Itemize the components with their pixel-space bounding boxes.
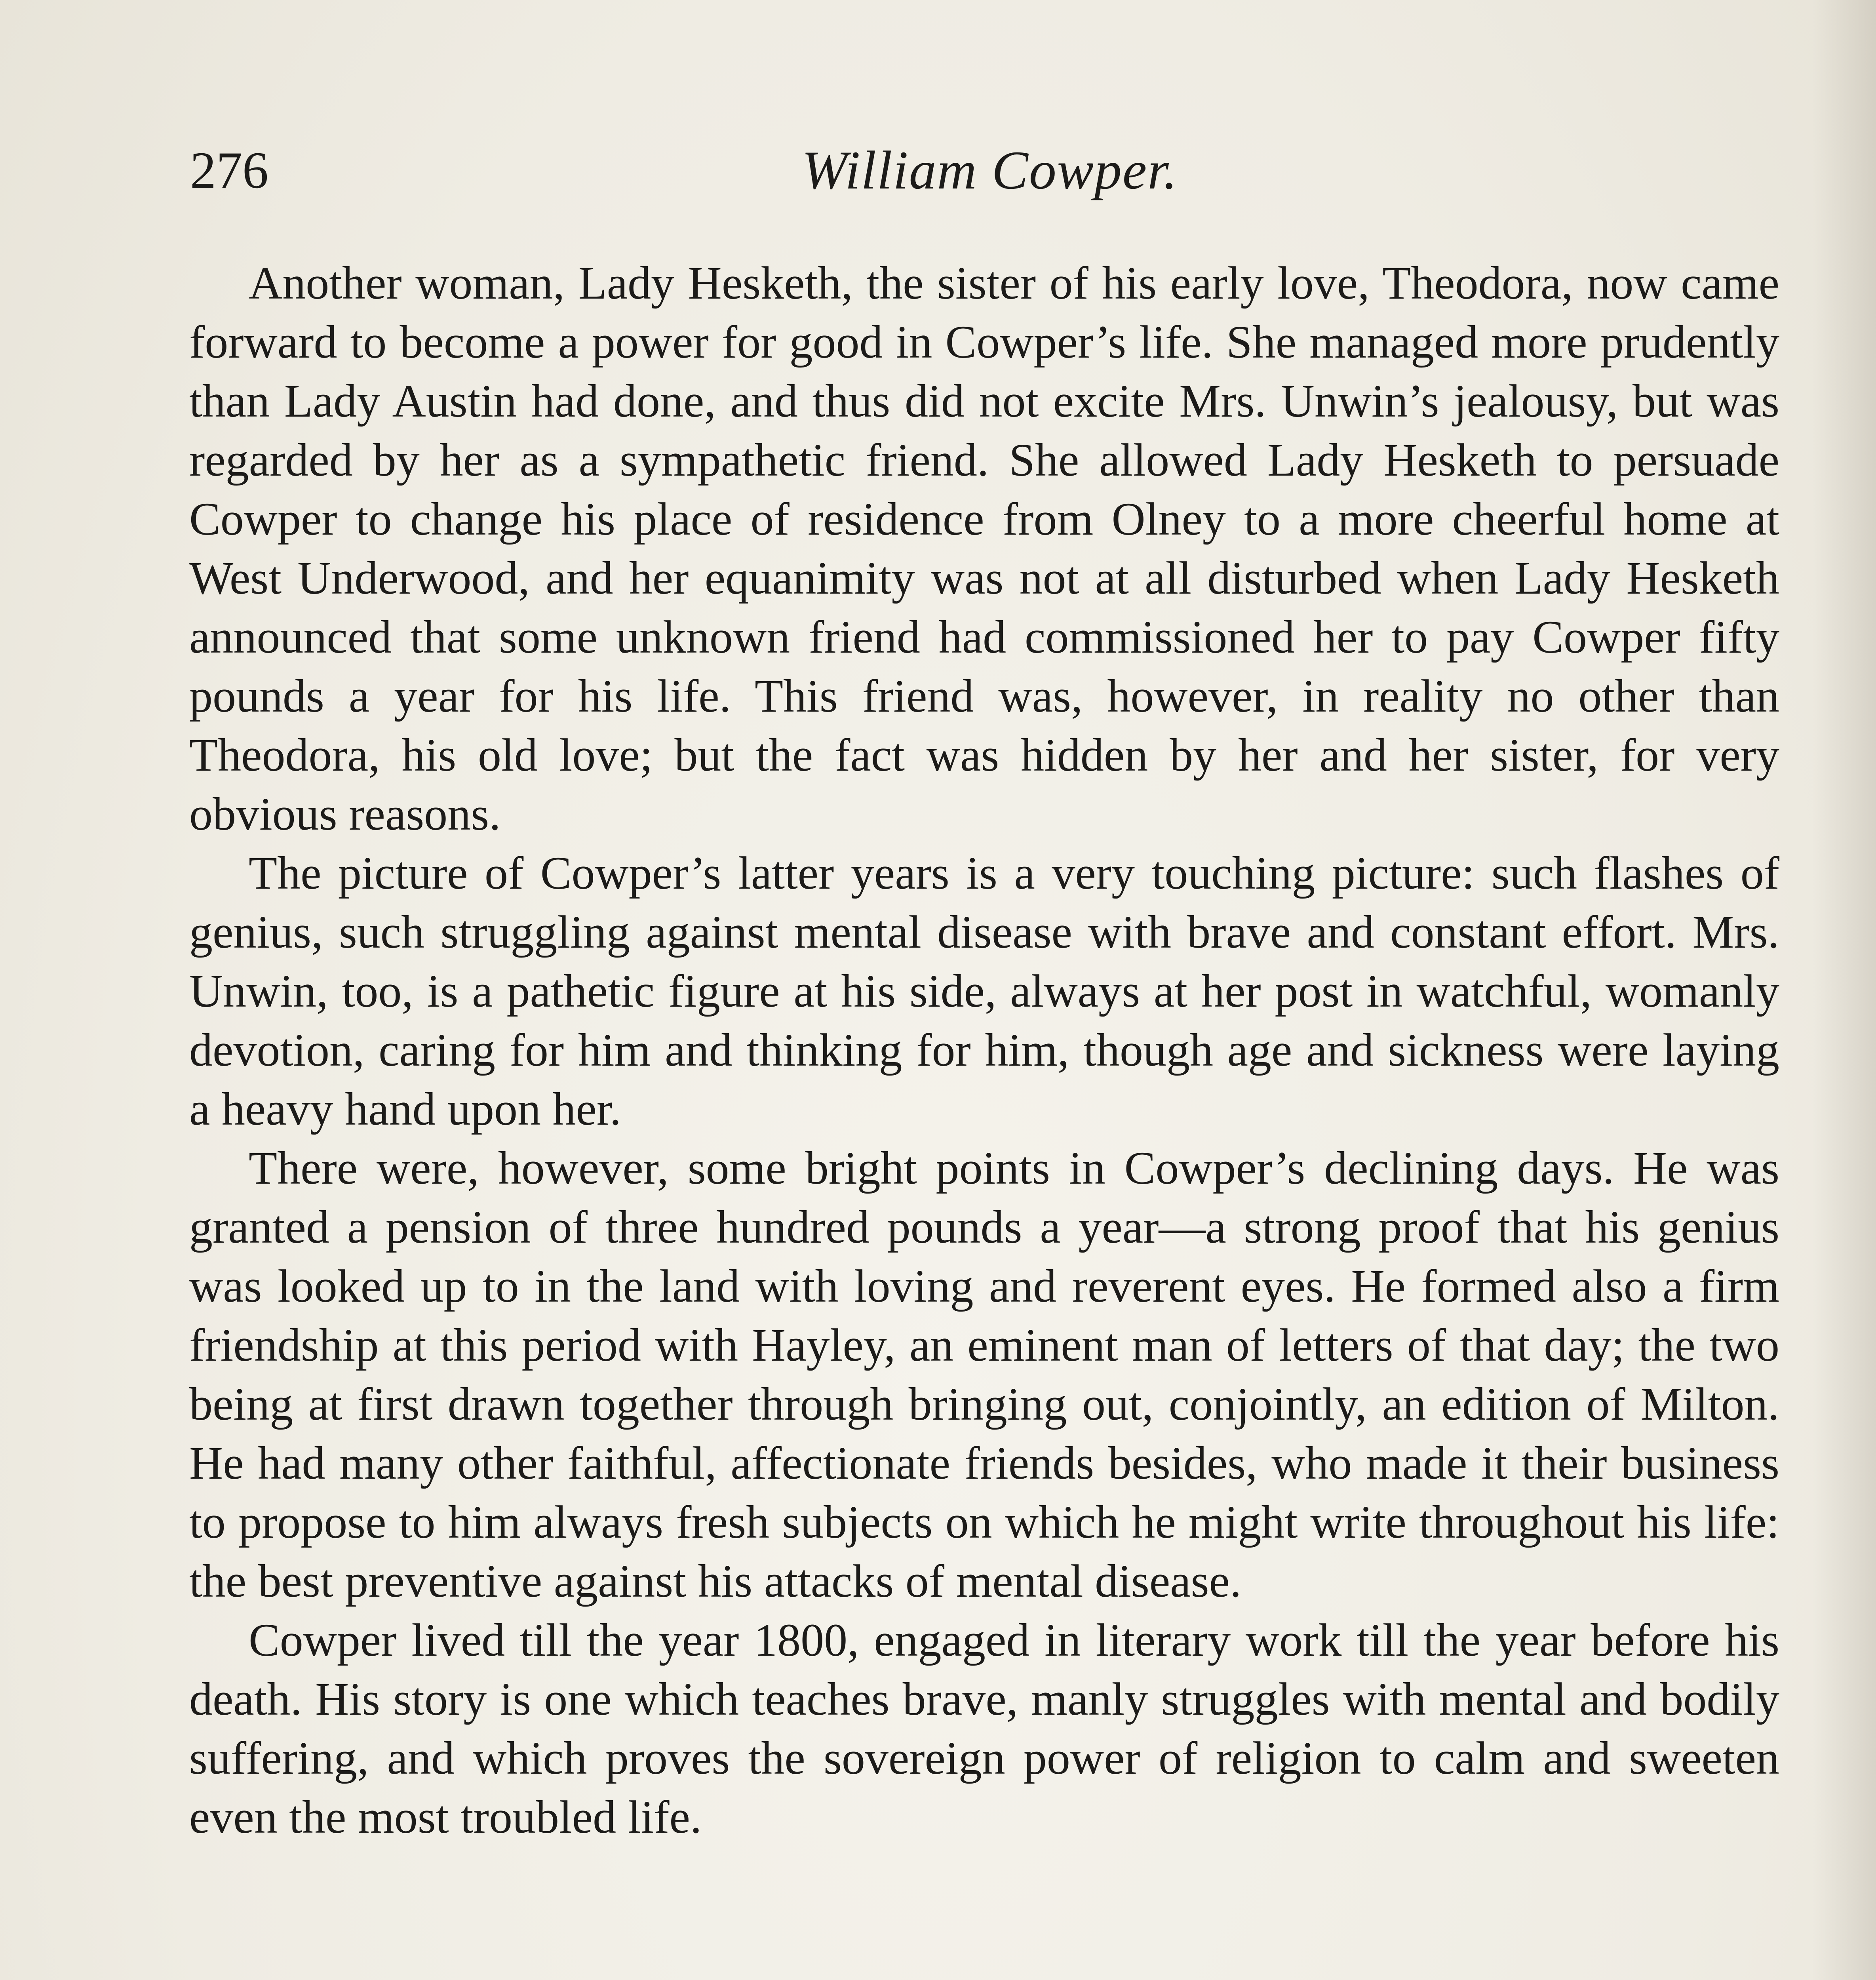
body-text <box>189 253 1779 1847</box>
running-head-title: William Cowper. <box>801 140 1178 200</box>
page-number: 276 <box>190 141 268 199</box>
paragraph: The picture of Cowper’s latter years is a very touching picture: such flashes of genius, such struggling against mental disease with brave and constant effort. Mrs. Unwin, too, is a pathetic figure at his side, always at her post in watchful, womanly devotion, caring for him and thinking for him, though age and sickness were laying a heavy hand upon her. <box>189 847 1779 1135</box>
paragraph: There were, however, some bright points in Cowper’s declining days. He was granted a pension of three hundred pounds a year—a strong proof that his genius was looked up to in the land with loving and reverent eyes. He formed also a firm friendship at this period with Hayley, an eminent man of letters of that day; the two being at first drawn together through bringing out, conjointly, an edition of Milton. He had many other faithful, affectionate friends besides, who made it their business to propose to him always fresh subjects on which he might write throughout his life: the best preventive against his attacks of mental disease. <box>189 1142 1779 1607</box>
page-edge-shadow <box>1813 0 1876 1980</box>
paragraph: Cowper lived till the year 1800, engaged in literary work till the year before his death. His story is one which teaches brave, manly struggles with mental and bodily suffering, and which proves the sovereign power of religion to calm and sweeten even the most troubled life. <box>189 1614 1779 1843</box>
page-header <box>190 137 1790 204</box>
paragraph: Another woman, Lady Hesketh, the sister of his early love, Theodora, now came forward to become a power for good in Cowper’s life. She managed more prudently than Lady Austin had done, and thus did not excite Mrs. Unwin’s jealousy, but was regarded by her as a sympathetic friend. She allowed Lady Hesketh to persuade Cowper to change his place of residence from Olney to a more cheerful home at West Underwood, and her equanimity was not at all disturbed when Lady Hesketh announced that some unknown friend had commissioned her to pay Cowper fifty pounds a year for his life. This friend was, however, in reality no other than Theodora, his old love; but the fact was hidden by her and her sister, for very obvious reasons. <box>189 257 1779 840</box>
